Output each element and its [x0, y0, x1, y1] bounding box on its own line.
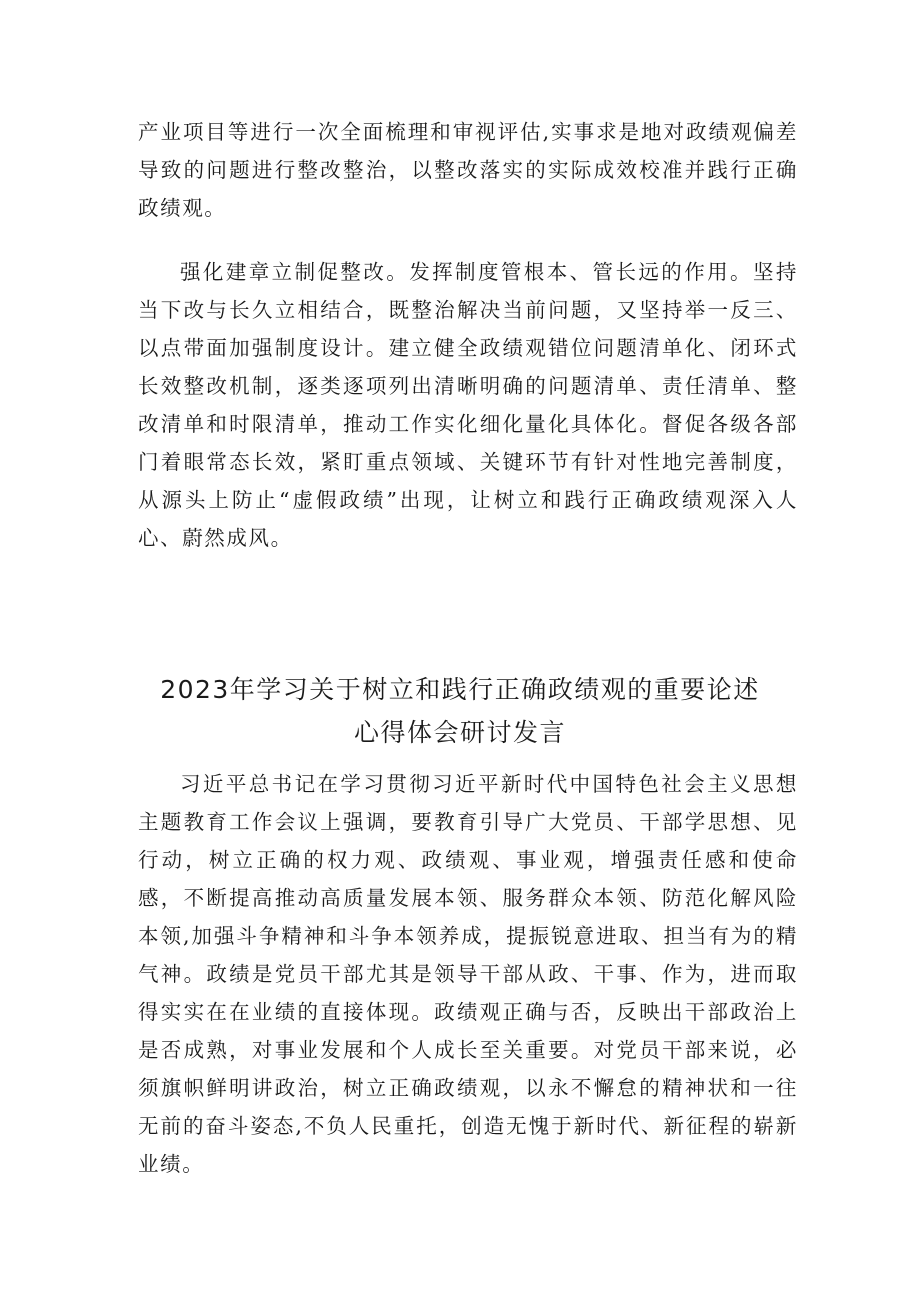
title-line-1: 2023年学习关于树立和践行正确政绩观的重要论述	[160, 675, 760, 704]
paragraph-institution-building: 强化建章立制促整改。发挥制度管根本、管长远的作用。坚持当下改与长久立相结合，既整治解决当前问题，又坚持举一反三、以点带面加强制度设计。建立健全政绩观错位问题清单化、闭环式长效整改机制，逐类逐项列出清晰明确的问题清单、责任清单、整改清单和时限清单，推动工作实化细化量化具体化。督促各级各部门着眼常态长效，紧盯重点领域、关键环节有针对性地完善制度，从源头上防止“虚假政绩”出现，让树立和践行正确政绩观深入人心、蔚然成风。	[138, 260, 798, 550]
paragraph-continued: 产业项目等进行一次全面梳理和审视评估,实事求是地对政绩观偏差导致的问题进行整改整治，以整改落实的实际成效校准并践行正确政绩观。	[138, 120, 798, 220]
article-title	[100, 668, 820, 754]
title-line-2: 心得体会研讨发言	[353, 718, 566, 747]
paragraph-intro: 习近平总书记在学习贯彻习近平新时代中国特色社会主义思想主题教育工作会议上强调，要教育引导广大党员、干部学思想、见行动，树立正确的权力观、政绩观、事业观，增强责任感和使命感，不断提高推动高质量发展本领、服务群众本领、防范化解风险本领,加强斗争精神和斗争本领养成，提振锐意进取、担当有为的精气神。政绩是党员干部尤其是领导干部从政、干事、作为，进而取得实实在在业绩的直接体现。政绩观正确与否，反映出干部政治上是否成熟，对事业发展和个人成长至关重要。对党员干部来说，必须旗帜鲜明讲政治，树立正确政绩观，以永不懈怠的精神状和一往无前的奋斗姿态,不负人民重托，创造无愧于新时代、新征程的崭新业绩。	[138, 772, 798, 1176]
